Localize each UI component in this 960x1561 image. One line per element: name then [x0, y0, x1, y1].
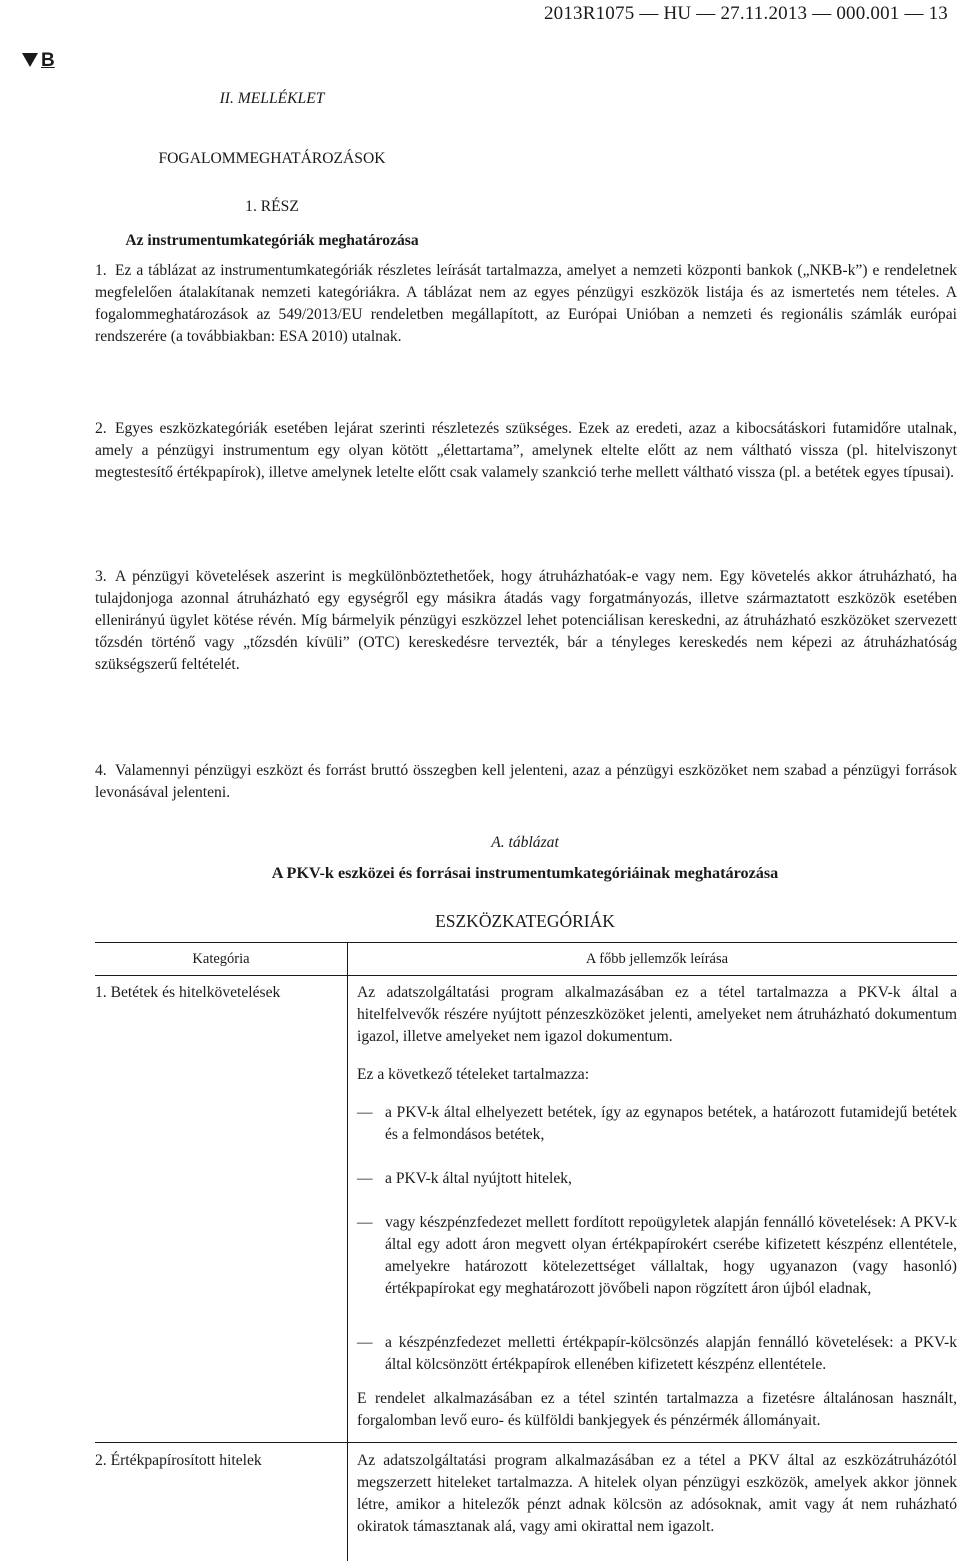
table-row-description: Az adatszolgáltatási program alkalmazásában ez a tétel a PKV által az eszközátruházótól megszerzett hiteleket tartalmazza. A hitelek olyan pénzügyi eszközök, amelyek akkor jönnek létre, amikor a hitelezők pénzt adnak kölcsön az adósoknak, amit vagy át nem ruházható okiratok támasztanak alá, vagy ami okirattal nem igazolt. — [357, 1452, 957, 1535]
annex-title: II. MELLÉKLET — [219, 90, 325, 107]
list-item — [357, 1102, 957, 1146]
list-dash: — — [357, 1104, 373, 1121]
paragraph-text: Egyes eszközkategóriák esetében lejárat szerinti részletezés szükséges. Ezek az eredeti, azaz a kibocsátáskori futamidőre utalnak, amely a pénzügyi instrumentum egy olyan kötött „élettartama”, amelynek eltelte előtt az nem váltható vissza (pl. hitelviszonyt megtestesítő értékpapírok), illetve amelynek letelte előtt csak valamely szankció terhe mellett váltható vissza (pl. a betétek egyes típusai). — [95, 420, 957, 481]
column-header-description: A főbb jellemzők leírása — [585, 951, 729, 967]
paragraph-number: 2. — [95, 420, 107, 437]
paragraph — [95, 260, 957, 348]
table-header-row — [95, 942, 957, 976]
paragraph — [95, 760, 957, 804]
table-section-heading: ESZKÖZKATEGÓRIÁK — [435, 911, 615, 931]
paragraph-text: Ez a táblázat az instrumentumkategóriák részletes leírását tartalmazza, amelyet a nemzeti központi bankok („NKB-k”) e rendeletnek megfelelően átalakítanak nemzeti kategóriákra. A táblázat nem az egyes pénzügyi eszközök listája és az ismertetés nem tételes. A fogalommeghatározások az 549/2013/EU rendeletben megállapított, az Európai Unióban a nemzeti és regionális számlák európai rendszerére (a továbbiakban: ESA 2010) utalnak. — [95, 262, 957, 345]
list-item-text: a készpénzfedezet melletti értékpapír-kölcsönzés alapján fennálló követelések: a PKV-k által kölcsönzött értékpapírok ellenében kifizetett készpénz ellentétele. — [385, 1334, 957, 1373]
table-row-description: Az adatszolgáltatási program alkalmazásában ez a tétel tartalmazza a PKV-k által a hitelfelvevők részére nyújtott pénzeszközöket jelenti, amelyeket nem átruházható dokumentum igazol, illetve amelyeket nem igazol dokumentum. — [357, 984, 957, 1045]
row-divider — [95, 1442, 957, 1443]
paragraph-text: A pénzügyi követelések aszerint is megkülönböztethetőek, hogy átruházhatóak-e vagy nem. Egy követelés akkor átruházható, ha tulajdonjoga azonnal átruházható egy egységről egy másikra átadás vagy forgatmányozás, illetve származtatott eszközök esetében ellenirányú ügylet kötése révén. Míg bármelyik pénzügyi eszközzel lehet potenciálisan kereskedni, az átruházható eszközöket szervezett tőzsdén történő vagy „tőzsdén kívüli” (OTC) kereskedésre tervezték, bár a tényleges kereskedés nem képezi az átruházhatóság szükségszerű feltételét. — [95, 568, 957, 673]
amendment-marker[interactable] — [22, 50, 55, 72]
list-dash: — — [357, 1214, 373, 1231]
list-item-text: vagy készpénzfedezet mellett fordított repoügyletek alapján fennálló követelések: A PKV-k által egy adott áron megvett olyan értékpapírokért cserébe kifizetett készpénz ellentétele, amelyekre határozott kötelezettséget vállaltak, hogy ugyanazon (vagy hasonló) értékpapírokat egy meghatározott jövőbeli napon rögzített áron újból eladnak, — [385, 1214, 957, 1297]
list-item — [357, 1168, 957, 1190]
amendment-marker-label: B — [41, 50, 55, 71]
column-divider — [347, 1443, 348, 1561]
paragraph-text: Valamennyi pénzügyi eszközt és forrást bruttó összegben kell jelenteni, azaz a pénzügyi eszközöket nem szabad a pénzügyi források levonásával jelenteni. — [95, 762, 957, 801]
paragraph-number: 4. — [95, 762, 107, 779]
paragraph-number: 1. — [95, 262, 107, 279]
column-header-category: Kategória — [192, 951, 250, 967]
triangle-down-icon — [22, 53, 38, 67]
table-row-category: 1. Betétek és hitelkövetelések — [95, 984, 281, 1001]
list-dash: — — [357, 1170, 373, 1187]
list-item — [357, 1212, 957, 1300]
list-item-text: a PKV-k által nyújtott hitelek, — [385, 1170, 572, 1187]
part-number: 1. RÉSZ — [245, 198, 299, 215]
table-title: A PKV-k eszközei és forrásai instrumentumkategóriáinak meghatározása — [271, 864, 779, 882]
table-row-closing: E rendelet alkalmazásában ez a tétel szintén tartalmazza a fizetésre általánosan használt, forgalomban levő euro- és külföldi bankjegyek és pénzérmék állományait. — [357, 1390, 957, 1429]
paragraph — [95, 566, 957, 676]
column-divider — [347, 942, 348, 974]
list-dash: — — [357, 1334, 373, 1351]
document-reference: 2013R1075 — HU — 27.11.2013 — 000.001 — 13 — [543, 3, 948, 24]
table-reference: A. táblázat — [491, 834, 559, 851]
section-title: FOGALOMMEGHATÁROZÁSOK — [158, 150, 386, 167]
part-title: Az instrumentumkategóriák meghatározása — [125, 232, 419, 249]
table-row-category: 2. Értékpapírosított hitelek — [95, 1452, 262, 1469]
table-row-lead: Ez a következő tételeket tartalmazza: — [357, 1066, 590, 1083]
paragraph-number: 3. — [95, 568, 107, 585]
list-item-text: a PKV-k által elhelyezett betétek, így az egynapos betétek, a határozott futamidejű betétek és a felmondásos betétek, — [385, 1104, 957, 1143]
column-divider — [347, 974, 348, 1452]
list-item — [357, 1332, 957, 1376]
paragraph — [95, 418, 957, 484]
